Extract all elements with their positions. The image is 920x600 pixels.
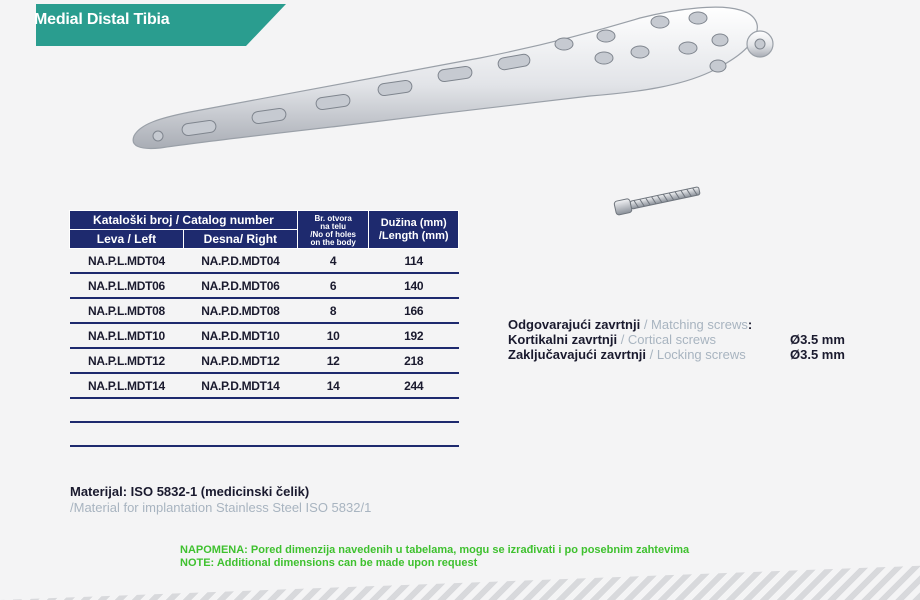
page-title: Medial Distal Tibia xyxy=(34,11,170,28)
catalog-right: NA.P.D.MDT06 xyxy=(183,273,297,298)
hole-count: 8 xyxy=(297,298,369,323)
hole-count: 14 xyxy=(297,373,369,398)
hole-count: 10 xyxy=(297,323,369,348)
catalog-right: NA.P.D.MDT04 xyxy=(183,249,297,274)
note xyxy=(180,544,689,570)
header-length: Dužina (mm) /Length (mm) xyxy=(369,211,459,249)
catalog-table xyxy=(69,210,459,447)
table-row xyxy=(70,273,459,298)
catalog-left: NA.P.L.MDT12 xyxy=(70,348,184,373)
header-catalog-number: Kataloški broj / Catalog number xyxy=(70,211,298,230)
catalog-right: NA.P.D.MDT10 xyxy=(183,323,297,348)
bone-plate-image xyxy=(120,0,790,160)
header-right: Desna/ Right xyxy=(183,230,297,249)
table-row xyxy=(70,249,459,274)
table-row xyxy=(70,348,459,373)
header-holes: Br. otvora na telu /No of holes on the body xyxy=(297,211,369,249)
catalog-left: NA.P.L.MDT10 xyxy=(70,323,184,348)
catalog-right: NA.P.D.MDT08 xyxy=(183,298,297,323)
matching-screws xyxy=(508,317,845,362)
material-sr: Materijal: ISO 5832-1 (medicinski čelik) xyxy=(70,484,310,499)
catalog-right: NA.P.D.MDT12 xyxy=(183,348,297,373)
table-row xyxy=(70,373,459,398)
screw-image xyxy=(610,178,710,218)
header-left: Leva / Left xyxy=(70,230,184,249)
hole-count: 12 xyxy=(297,348,369,373)
empty-row xyxy=(70,398,459,422)
cortical-diameter: Ø3.5 mm xyxy=(790,332,845,347)
catalog-left: NA.P.L.MDT04 xyxy=(70,249,184,274)
empty-row xyxy=(70,422,459,446)
locking-diameter: Ø3.5 mm xyxy=(790,347,845,362)
catalog-left: NA.P.L.MDT08 xyxy=(70,298,184,323)
length-value: 114 xyxy=(369,249,459,274)
catalog-left: NA.P.L.MDT14 xyxy=(70,373,184,398)
hole-count: 4 xyxy=(297,249,369,274)
material-en: /Material for implantation Stainless Steel ISO 5832/1 xyxy=(70,500,372,515)
length-value: 140 xyxy=(369,273,459,298)
catalog-left: NA.P.L.MDT06 xyxy=(70,273,184,298)
locking-screws-row: Zaključavajući zavrtnji / Locking screws Ø3.5 mm xyxy=(508,347,845,362)
length-value: 166 xyxy=(369,298,459,323)
cortical-screws-row: Kortikalni zavrtnji / Cortical screws Ø3.5 mm xyxy=(508,332,845,347)
length-value: 244 xyxy=(369,373,459,398)
screws-heading: Odgovarajući zavrtnji / Matching screws: xyxy=(508,317,753,332)
note-en: NOTE: Additional dimensions can be made upon request xyxy=(180,557,478,569)
note-sr: NAPOMENA: Pored dimenzija navedenih u tabelama, mogu se izrađivati i po posebnim zahtevima xyxy=(180,544,690,556)
hole-count: 6 xyxy=(297,273,369,298)
table-row xyxy=(70,298,459,323)
length-value: 218 xyxy=(369,348,459,373)
table-row xyxy=(70,323,459,348)
catalog-right: NA.P.D.MDT14 xyxy=(183,373,297,398)
material-info xyxy=(70,484,371,516)
length-value: 192 xyxy=(369,323,459,348)
